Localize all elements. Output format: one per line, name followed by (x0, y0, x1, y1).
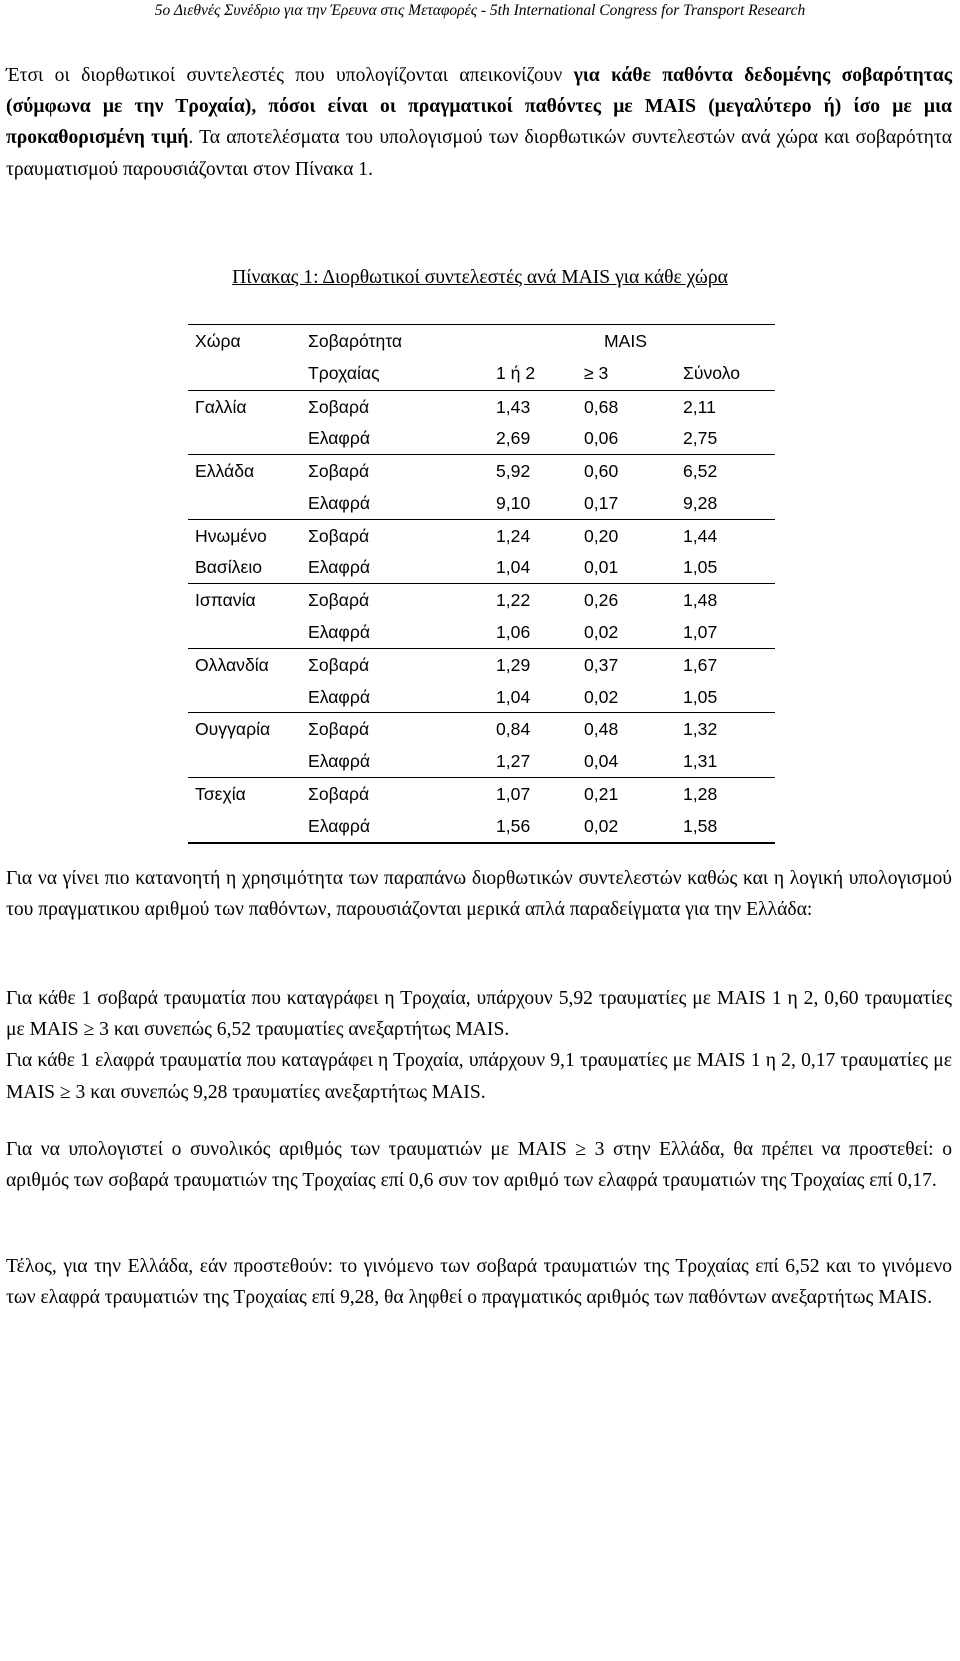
header-mais: MAIS (604, 331, 648, 351)
total-text: Για να υπολογιστεί ο συνολικός αριθμός των τραυματιών με MAIS ≥ 3 στην Ελλάδα, θα πρέπει να προστεθεί: ο αριθμός των σοβαρά τραυματιών της Τροχαίας επί 0,6 συν τον αριθμό των ελαφρά τραυματιών της Τροχαίας επί 0,17. (6, 1139, 952, 1192)
table-cell-mais-1-2: 1,22 (496, 590, 531, 611)
table-cell-mais-1-2: 1,04 (496, 557, 531, 578)
table-body (188, 391, 775, 843)
header-mais-1-2: 1 ή 2 (496, 362, 536, 383)
examples-paragraph (6, 983, 952, 1108)
explain-text: Για να γίνει πιο κατανοητή η χρησιμότητα των παραπάνω διορθωτικών συντελεστών καθώς και η λογική υπολογισμού του πραγματικου αριθμού των παθόντων, παρουσιάζονται μερικά απλά παραδείγματα για την Ελλάδα: (6, 868, 952, 921)
header-severity-line1: Σοβαρότητα (308, 331, 403, 351)
table-cell-total: 2,11 (683, 396, 716, 417)
table-row (188, 487, 775, 520)
table-cell-total: 1,44 (683, 525, 718, 546)
table-cell-mais-1-2: 1,43 (496, 396, 531, 417)
table-row (188, 455, 775, 487)
table-cell-total: 1,28 (683, 784, 718, 805)
table-cell-mais-3-plus: 0,06 (584, 428, 619, 449)
total-paragraph (6, 1134, 952, 1196)
table-cell-total: 1,31 (683, 751, 718, 772)
table-cell-mais-3-plus: 0,17 (584, 492, 619, 513)
table-cell-severity: Ελαφρά (308, 428, 371, 449)
table-cell-severity: Ελαφρά (308, 686, 371, 707)
table-cell-country: Βασίλειο (195, 557, 263, 578)
table-cell-mais-3-plus: 0,20 (584, 525, 619, 546)
table-row (188, 810, 775, 843)
table-cell-mais-3-plus: 0,26 (584, 590, 619, 611)
table-cell-mais-1-2: 1,06 (496, 622, 531, 643)
header-total: Σύνολο (683, 362, 741, 383)
table-row (188, 713, 775, 745)
table-row (188, 391, 775, 423)
example-serious-text: Για κάθε 1 σοβαρά τραυματία που καταγράφει η Τροχαία, υπάρχουν 5,92 τραυματίες με MAIS 1 η 2, 0,60 τραυματίες με MAIS ≥ 3 και συνεπώς 6,52 τραυματίες ανεξαρτήτως MAIS. (6, 988, 952, 1041)
table-row (188, 584, 775, 616)
table-cell-severity: Σοβαρά (308, 396, 370, 417)
table-row (188, 778, 775, 810)
table-cell-severity: Ελαφρά (308, 492, 371, 513)
table-cell-severity: Ελαφρά (308, 751, 371, 772)
correction-factors-table (188, 324, 775, 844)
table-row (188, 422, 775, 455)
header-country: Χώρα (195, 331, 241, 351)
table-cell-total: 1,05 (683, 686, 718, 707)
table-header-row-2 (188, 357, 775, 391)
table-cell-country: Ουγγαρία (195, 719, 271, 740)
table-cell-mais-3-plus: 0,04 (584, 751, 619, 772)
example-slight-text: Για κάθε 1 ελαφρά τραυματία που καταγράφει η Τροχαία, υπάρχουν 9,1 τραυματίες με MAIS 1 η 2, 0,17 τραυματίες με MAIS ≥ 3 και συνεπώς 9,28 τραυματίες ανεξαρτήτως MAIS. (6, 1050, 952, 1103)
table-cell-severity: Σοβαρά (308, 654, 370, 675)
final-text: Τέλος, για την Ελλάδα, εάν προστεθούν: το γινόμενο των σοβαρά τραυματιών της Τροχαίας επί 6,52 και το γινόμενο των ελαφρά τραυματιών της Τροχαίας επί 9,28, θα ληφθεί ο πραγματικός αριθμός των παθόντων ανεξαρτήτως MAIS. (6, 1256, 952, 1309)
intro-bold-text: για κάθε παθόντα δεδομένης σοβαρότητας (σύμφωνα με την Τροχαία), πόσοι είναι οι πραγματικοί παθόντες με MAIS (μεγαλύτερο ή) ίσο με μια προκαθορισμένη τιμή (6, 65, 952, 149)
table-cell-total: 2,75 (683, 428, 718, 449)
table-cell-severity: Σοβαρά (308, 784, 370, 805)
table-caption: Πίνακας 1: Διορθωτικοί συντελεστές ανά MAIS για κάθε χώρα (232, 267, 728, 288)
header-mais-3-plus: ≥ 3 (584, 362, 609, 383)
table-cell-mais-1-2: 1,04 (496, 686, 531, 707)
table-row (188, 520, 775, 552)
table-cell-mais-3-plus: 0,02 (584, 815, 619, 836)
table-cell-mais-1-2: 5,92 (496, 461, 531, 482)
table-cell-mais-3-plus: 0,02 (584, 622, 619, 643)
table-cell-mais-3-plus: 0,01 (584, 557, 619, 578)
table-cell-mais-1-2: 1,24 (496, 525, 531, 546)
table-cell-mais-3-plus: 0,02 (584, 686, 619, 707)
table-cell-mais-3-plus: 0,37 (584, 654, 619, 675)
table-cell-mais-1-2: 1,56 (496, 815, 531, 836)
table-cell-severity: Ελαφρά (308, 557, 371, 578)
intro-text-1: Έτσι οι διορθωτικοί συντελεστές που υπολογίζονται απεικονίζουν (6, 65, 574, 86)
table-cell-mais-1-2: 9,10 (496, 492, 531, 513)
table-row (188, 681, 775, 714)
table-cell-mais-3-plus: 0,60 (584, 461, 619, 482)
table-cell-mais-1-2: 1,27 (496, 751, 531, 772)
table-cell-country: Ολλανδία (195, 654, 269, 675)
running-header: 5ο Διεθνές Συνέδριο για την Έρευνα στις Μεταφορές - 5th International Congress for Transport Research (154, 2, 806, 19)
final-paragraph (6, 1251, 952, 1313)
table-cell-severity: Ελαφρά (308, 815, 371, 836)
table-header-row-1 (188, 325, 775, 357)
table-cell-severity: Σοβαρά (308, 461, 370, 482)
table-cell-total: 1,58 (683, 815, 718, 836)
table-cell-total: 1,48 (683, 590, 718, 611)
table-cell-country: Τσεχία (195, 784, 246, 805)
table-cell-country: Ηνωμένο (195, 525, 267, 546)
table-row (188, 616, 775, 649)
table-cell-mais-1-2: 0,84 (496, 719, 531, 740)
table-cell-country: Ελλάδα (195, 461, 255, 482)
explain-paragraph (6, 863, 952, 925)
table-cell-mais-3-plus: 0,21 (584, 784, 619, 805)
intro-text-2: . Τα αποτελέσματα του υπολογισμού των διορθωτικών συντελεστών ανά χώρα και σοβαρότητα τραυματισμού παρουσιάζονται στον Πίνακα 1. (6, 127, 952, 180)
intro-paragraph (6, 60, 952, 185)
table-cell-mais-3-plus: 0,48 (584, 719, 619, 740)
table-cell-total: 1,32 (683, 719, 718, 740)
table-cell-severity: Ελαφρά (308, 622, 371, 643)
table-cell-total: 1,07 (683, 622, 718, 643)
table-cell-total: 6,52 (683, 461, 718, 482)
table-cell-severity: Σοβαρά (308, 525, 370, 546)
table-cell-severity: Σοβαρά (308, 719, 370, 740)
header-severity-line2: Τροχαίας (308, 362, 380, 383)
table-row (188, 649, 775, 681)
table-cell-severity: Σοβαρά (308, 590, 370, 611)
table-cell-total: 9,28 (683, 492, 718, 513)
table-cell-country: Γαλλία (195, 396, 247, 417)
table-cell-country: Ισπανία (195, 590, 256, 611)
table-row (188, 745, 775, 778)
table-cell-total: 1,05 (683, 557, 718, 578)
table-cell-mais-1-2: 1,29 (496, 654, 531, 675)
table-cell-mais-3-plus: 0,68 (584, 396, 619, 417)
table-cell-total: 1,67 (683, 654, 718, 675)
table-row (188, 551, 775, 584)
table-cell-mais-1-2: 2,69 (496, 428, 531, 449)
table-cell-mais-1-2: 1,07 (496, 784, 531, 805)
